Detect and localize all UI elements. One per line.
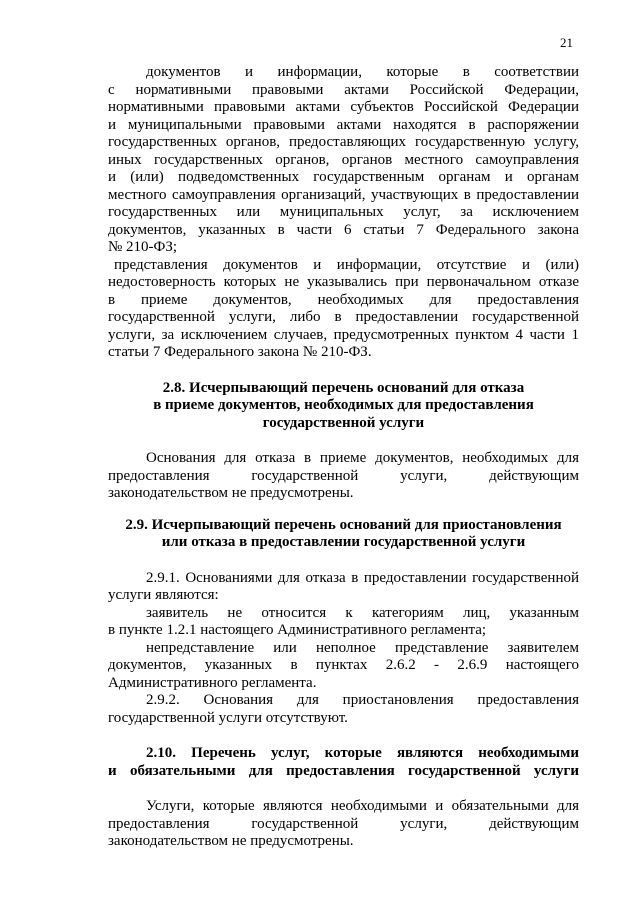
heading-line: или отказа в предоставлении государственной услуги (161, 534, 526, 550)
section-2-9-paragraph-2 (108, 605, 579, 640)
text-line: Административного регламента. (108, 674, 317, 691)
text-line: и (или) подведомственных государственным органам и органам (108, 169, 579, 185)
text-line: предоставления государственной услуги, действующим (108, 467, 579, 484)
heading-line: государственной услуги (262, 414, 425, 431)
text-line: с нормативными правовыми актами Российской Федерации, (108, 81, 579, 98)
text-line: государственной услуги отсутствуют. (108, 709, 348, 726)
text-line: 2.9.1. Основаниями для отказа в предоставлении государственной (146, 569, 579, 586)
text-line: документов, указанных в части 6 статьи 7 Федерального закона (108, 221, 579, 238)
heading-line: 2.9. Исчерпывающий перечень оснований для приостановления (125, 516, 562, 533)
text-line: 2.9.2. Основания для приостановления предоставления (146, 692, 579, 708)
heading-line: 2.10. Перечень услуг, которые являются необходимыми (146, 745, 579, 761)
section-2-10-heading (108, 745, 579, 780)
text-line: непредставление или неполное представление заявителем (146, 639, 579, 656)
text-line: государственных или муниципальных услуг, за исключением (108, 204, 579, 220)
text-line: законодательством не предусмотрены. (108, 485, 354, 501)
page-number: 21 (560, 35, 573, 50)
document-body (108, 64, 579, 851)
text-line: в приеме документов, необходимых для предоставления (108, 291, 579, 308)
text-line: Основания для отказа в приеме документов, необходимых для (146, 450, 579, 466)
paragraph-representation (108, 257, 579, 362)
text-line: предоставления государственной услуги, действующим (108, 815, 579, 832)
text-line: и муниципальными правовыми актами находятся в распоряжении (108, 116, 579, 133)
text-line: услуги, за исключением случаев, предусмотренных пунктом 4 части 1 (108, 326, 579, 343)
heading-line: 2.8. Исчерпывающий перечень оснований для отказа (162, 379, 525, 396)
section-2-9-paragraph-1 (108, 570, 579, 605)
heading-line: и обязательными для предоставления государственной услуги (108, 762, 579, 779)
text-line: в пункте 1.2.1 настоящего Административного регламента; (108, 622, 487, 638)
text-line: государственной услуги, либо в предоставлении государственной (108, 309, 579, 325)
text-line: документов и информации, которые в соответствии (146, 64, 579, 80)
text-line: услуги являются: (108, 587, 219, 603)
text-line: Услуги, которые являются необходимыми и обязательными для (146, 798, 579, 814)
text-line: законодательством не предусмотрены. (108, 833, 354, 849)
paragraph-documents-information (108, 64, 579, 257)
text-line: заявитель не относится к категориям лиц, указанным (146, 604, 579, 621)
section-2-10-body (108, 798, 579, 851)
text-line: иных государственных органов, органов местного самоуправления (108, 151, 579, 168)
section-2-8-heading (108, 380, 579, 433)
section-2-8-body (108, 450, 579, 503)
text-line: представления документов и информации, отсутствие и (или) (114, 256, 579, 273)
section-2-9-paragraph-4 (108, 692, 579, 727)
text-line: государственных органов, предоставляющих государственную услугу, (108, 134, 579, 150)
text-line: документов, указанных в пунктах 2.6.2 - 2.6.9 настоящего (108, 657, 579, 673)
text-line: недостоверность которых не указывались при первоначальном отказе (108, 274, 579, 290)
text-line: нормативными правовыми актами субъектов Российской Федерации (108, 99, 579, 115)
text-line: местного самоуправления организаций, участвующих в предоставлении (108, 186, 579, 203)
section-2-9-heading (108, 517, 579, 552)
text-line: статьи 7 Федерального закона № 210-ФЗ. (108, 344, 372, 360)
text-line: № 210-ФЗ; (108, 239, 178, 255)
section-2-9-paragraph-3 (108, 640, 579, 693)
heading-line: в приеме документов, необходимых для предоставления (153, 397, 534, 413)
